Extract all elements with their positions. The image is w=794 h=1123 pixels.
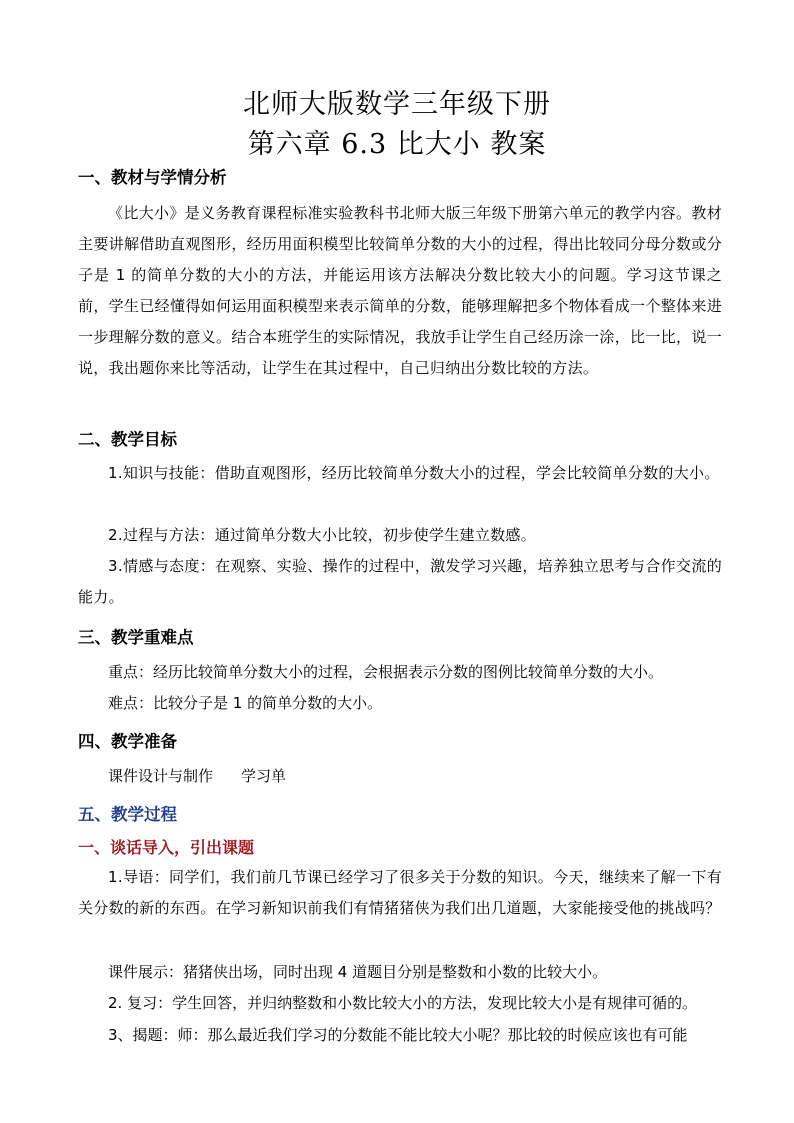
section-heading-key-points: 三、教学重难点 <box>78 628 194 647</box>
goal-knowledge: 1.知识与技能：借助直观图形，经历比较简单分数大小的过程，学会比较简单分数的大小。 <box>108 464 720 482</box>
subsection-heading-intro: 一、谈话导入，引出课题 <box>78 838 255 857</box>
step-reveal-topic: 3、揭题：师：那么最近我们学习的分数能不能比较大小呢？那比较的时候应该也有可能 <box>108 1026 688 1044</box>
key-point: 重点：经历比较简单分数大小的过程，会根据表示分数的图例比较简单分数的大小。 <box>108 663 664 681</box>
goal-emotion: 3.情感与态度：在观察、实验、操作的过程中，激发学习兴趣，培养独立思考与合作交流的能力。 <box>78 557 722 606</box>
goal-process: 2.过程与方法：通过简单分数大小比较，初步使学生建立数感。 <box>108 526 537 544</box>
prep-item-courseware: 课件设计与制作 <box>108 767 214 785</box>
analysis-paragraph: 《比大小》是义务教育课程标准实验教科书北师大版三年级下册第六单元的教学内容。教材主要讲解借助直观图形，经历用面积模型比较简单分数的大小的过程，得出比较同分母分数或分子是 1 的简单分数的大小的方法，并能运用该方法解决分数比较大小的问题。学习这节课之前，学生已经懂得如何运用面积模型来表示简单的分数，能够理解把多个物体看成一个整体来进一步理解分数的意义。结合本班学生的实际情况，我放手让学生自己经历涂一涂，比一比，说一说，我出题你来比等活动，让学生在其过程中，自己归纳出分数比较的方法。 <box>78 204 722 377</box>
doc-title-line1: 北师大版数学三年级下册 <box>243 89 551 120</box>
courseware-display: 课件展示：猪猪侠出场，同时出现 4 道题目分别是整数和小数的比较大小。 <box>108 963 608 981</box>
section-heading-preparation: 四、教学准备 <box>78 732 177 751</box>
doc-title-line2: 第六章 6.3 比大小 教案 <box>247 129 547 160</box>
difficult-point: 难点：比较分子是 1 的简单分数的大小。 <box>108 694 383 712</box>
step-introduction: 1.导语：同学们，我们前几节课已经学习了很多关于分数的知识。今天，继续来了解一下有关分数的新的东西。在学习新知识前我们有情猪猪侠为我们出几道题，大家能接受他的挑战吗？ <box>78 868 722 917</box>
section-heading-goals: 二、教学目标 <box>78 430 177 449</box>
section-heading-analysis: 一、教材与学情分析 <box>78 168 227 187</box>
section-heading-process: 五、教学过程 <box>78 805 177 824</box>
prep-item-worksheet: 学习单 <box>241 767 287 785</box>
preparation-list <box>108 765 286 786</box>
step-review: 2. 复习：学生回答，并归纳整数和小数比较大小的方法，发现比较大小是有规律可循的。 <box>108 994 698 1012</box>
